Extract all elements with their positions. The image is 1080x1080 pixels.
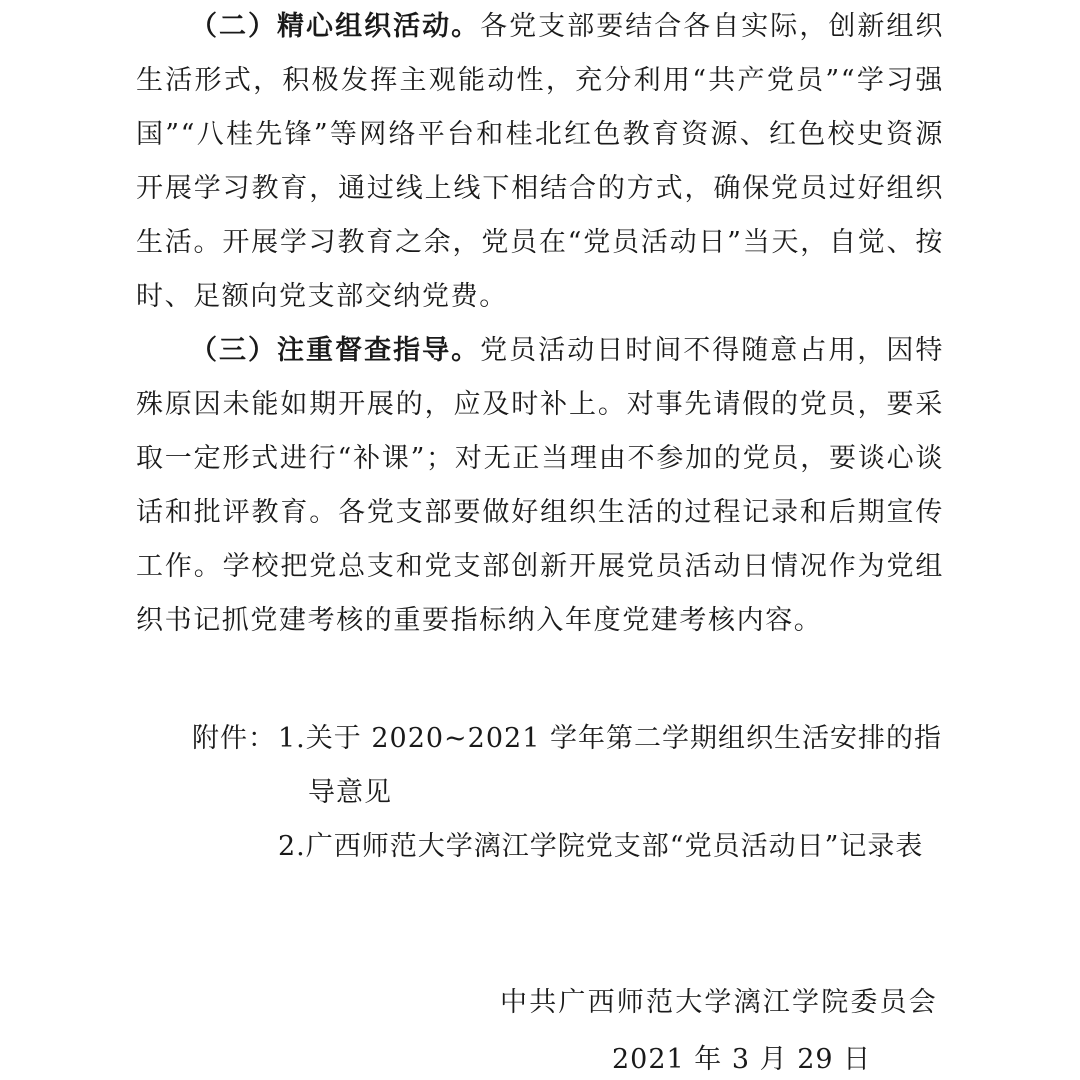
- section-heading: （二）精心组织活动。: [190, 11, 481, 42]
- attachment-item-1: 1.关于 2020~2021 学年第二学期组织生活安排的指导意见: [278, 723, 942, 808]
- issuing-organization: 中共广西师范大学漓江学院委员会: [500, 987, 938, 1018]
- attachments-block: [192, 712, 952, 874]
- section-body: 党员活动日时间不得随意占用，因特殊原因未能如期开展的，应及时补上。对事先请假的党员，要采取一定形式进行“补课”；对无正当理由不参加的党员，要谈心谈话和批评教育。各党支部要做好组织生活的过程记录和后期宣传工作。学校把党总支和党支部创新开展党员活动日情况作为党组织书记抓党建考核的重要指标纳入年度党建考核内容。: [136, 335, 944, 636]
- attachments-label: 附件：: [192, 723, 276, 754]
- section-supervision-guidance: [136, 324, 944, 648]
- attachment-row: [192, 820, 952, 874]
- section-heading: （三）注重督查指导。: [190, 335, 481, 366]
- attachment-item-2: 2.广西师范大学漓江学院党支部“党员活动日”记录表: [278, 831, 924, 862]
- attachment-row: [192, 712, 952, 820]
- issue-date: 2021 年 3 月 29 日: [612, 1044, 872, 1075]
- section-body: 各党支部要结合各自实际，创新组织生活形式，积极发挥主观能动性，充分利用“共产党员”“学习强国”“八桂先锋”等网络平台和桂北红色教育资源、红色校史资源开展学习教育，通过线上线下相结合的方式，确保党员过好组织生活。开展学习教育之余，党员在“党员活动日”当天，自觉、按时、足额向党支部交纳党费。: [136, 11, 944, 312]
- section-organize-activities: [136, 0, 944, 324]
